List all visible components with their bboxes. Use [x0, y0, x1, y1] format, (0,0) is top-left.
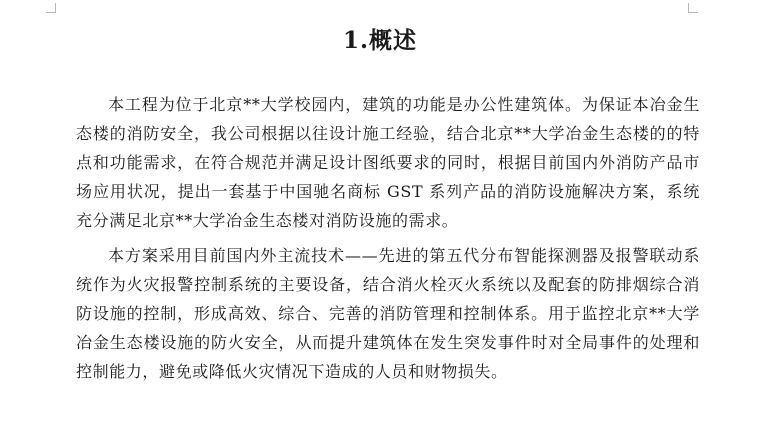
document-body	[76, 90, 700, 392]
page-corner-mark-left	[46, 3, 56, 13]
paragraph-2: 本方案采用目前国内外主流技术——先进的第五代分布智能探测器及报警联动系统作为火灾报警控制系统的主要设备，结合消火栓灭火系统以及配套的防排烟综合消防设施的控制，形成高效、综合、完善的消防管理和控制体系。用于监控北京**大学冶金生态楼设施的防火安全，从而提升建筑体在发生突发事件时对全局事件的处理和控制能力，避免或降低火灾情况下造成的人员和财物损失。	[76, 246, 700, 381]
section-heading: 1.概述	[342, 27, 417, 54]
paragraph-1: 本工程为位于北京**大学校园内，建筑的功能是办公性建筑体。为保证本冶金生态楼的消防安全，我公司根据以往设计施工经验，结合北京**大学冶金生态楼的的特点和功能需求，在符合规范并满足设计图纸要求的同时，根据目前国内外消防产品市场应用状况，提出一套基于中国驰名商标 GST 系列产品的消防设施解决方案，系统充分满足北京**大学冶金生态楼对消防设施的需求。	[76, 95, 700, 230]
page-corner-mark-right	[688, 3, 698, 13]
